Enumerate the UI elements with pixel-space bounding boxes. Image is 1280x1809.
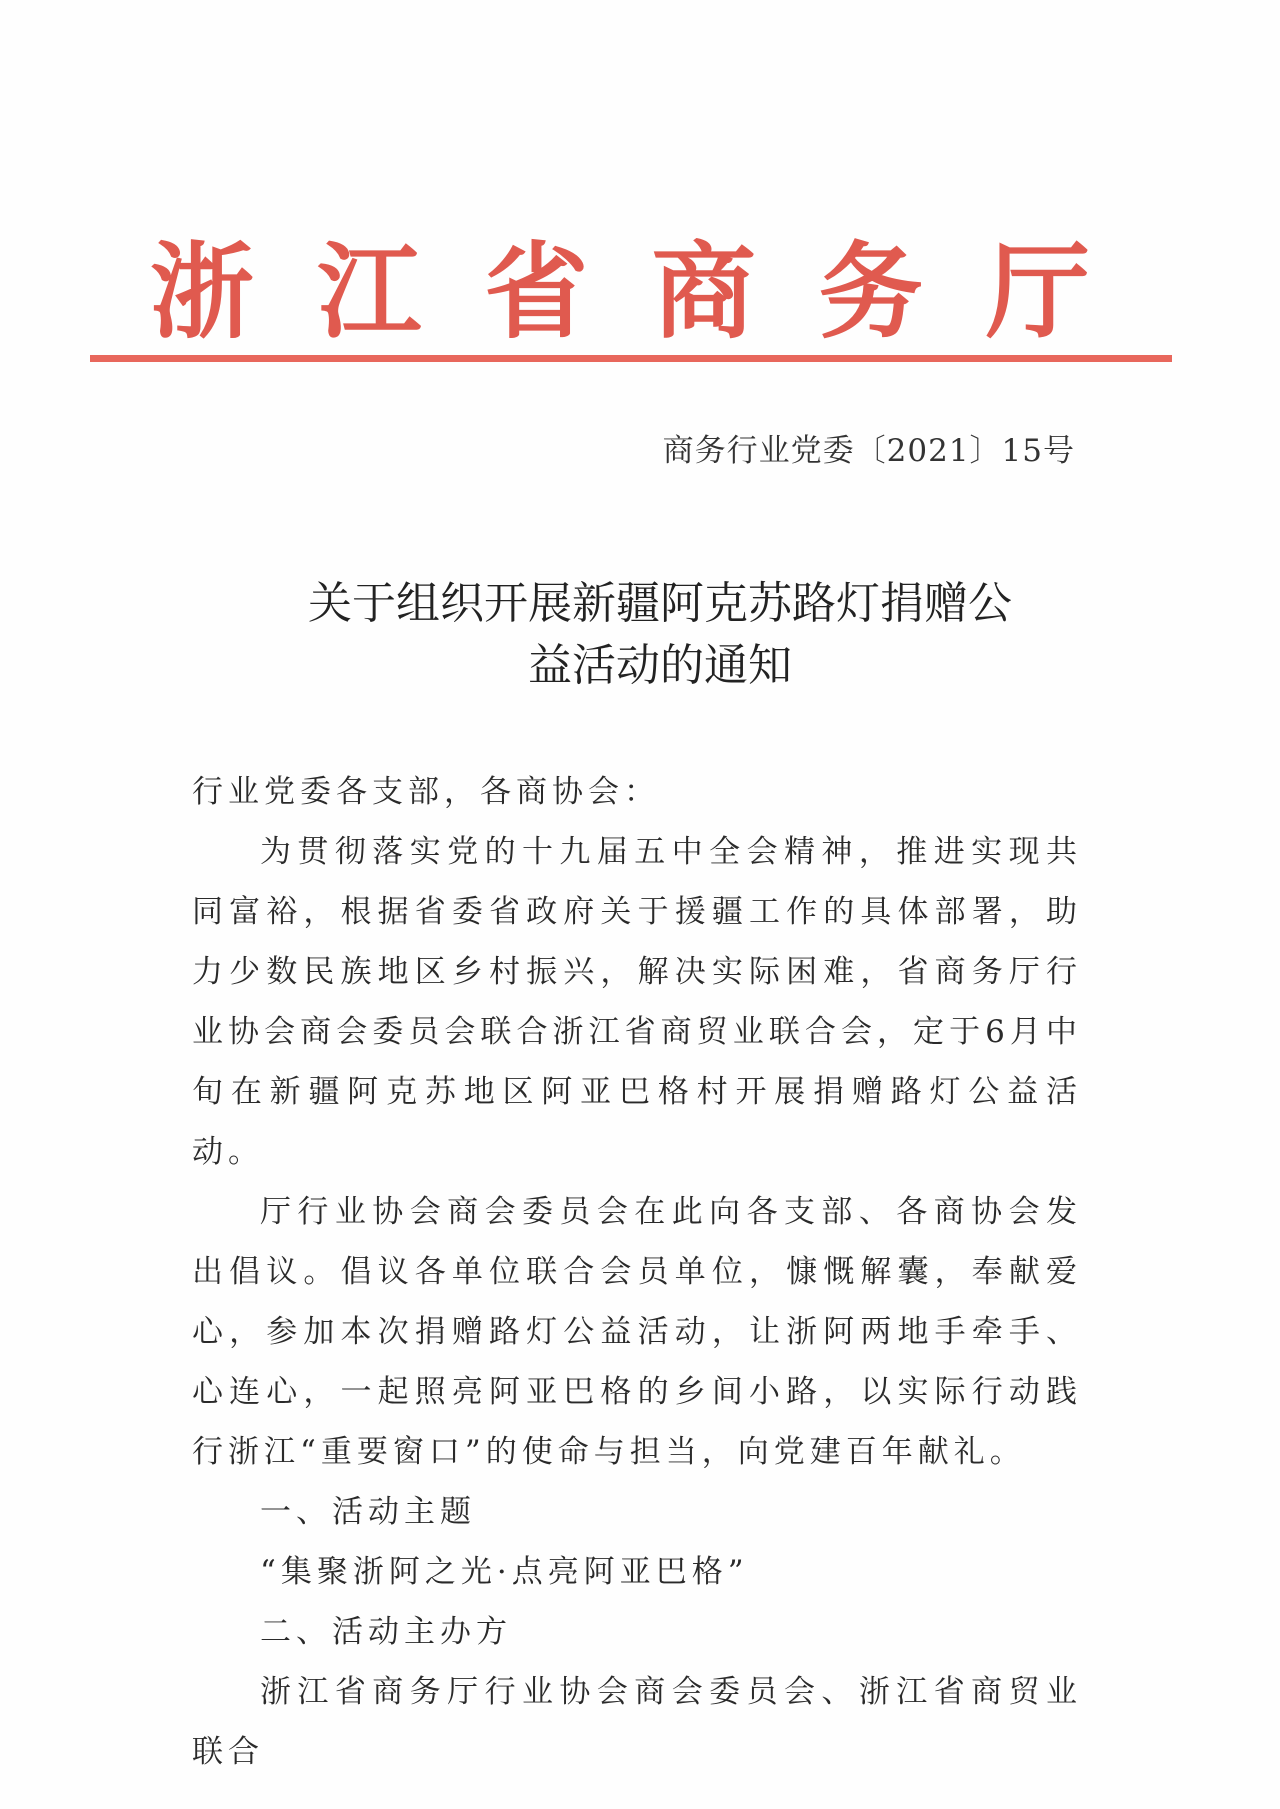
masthead-char: 厅 [985, 230, 1090, 353]
masthead-char: 务 [818, 230, 923, 353]
masthead-char: 江 [317, 230, 422, 353]
section-content: “集聚浙阿之光·点亮阿亚巴格” [260, 1554, 749, 1590]
document-number: 商务行业党委〔2021〕15号 [662, 433, 1075, 469]
section-heading: 一、活动主题 [260, 1494, 476, 1530]
title-line-1: 关于组织开展新疆阿克苏路灯捐赠公 [308, 578, 1012, 629]
document-title [250, 573, 1070, 697]
masthead-char: 浙 [150, 230, 255, 353]
masthead [150, 232, 1090, 352]
section-heading: 二、活动主办方 [260, 1614, 512, 1650]
paragraph: 为贯彻落实党的十九届五中全会精神，推进实现共同富裕，根据省委省政府关于援疆工作的具体部署，助力少数民族地区乡村振兴，解决实际困难，省商务厅行业协会商会委员会联合浙江省商贸业联合会，定于6月中旬在新疆阿克苏地区阿亚巴格村开展捐赠路灯公益活动。 [192, 834, 1082, 1170]
title-line-2: 益活动的通知 [528, 640, 792, 691]
red-divider-line [90, 355, 1172, 362]
masthead-char: 商 [651, 230, 756, 353]
masthead-char: 省 [484, 230, 589, 353]
salutation: 行业党委各支部，各商协会： [192, 774, 660, 810]
document-body [192, 762, 1082, 1782]
paragraph: 厅行业协会商会委员会在此向各支部、各商协会发出倡议。倡议各单位联合会员单位，慷慨解囊，奉献爱心，参加本次捐赠路灯公益活动，让浙阿两地手牵手、心连心，一起照亮阿亚巴格的乡间小路，以实际行动践行浙江“重要窗口”的使命与担当，向党建百年献礼。 [192, 1194, 1082, 1470]
section-content: 浙江省商务厅行业协会商会委员会、浙江省商贸业联合 [192, 1674, 1082, 1770]
